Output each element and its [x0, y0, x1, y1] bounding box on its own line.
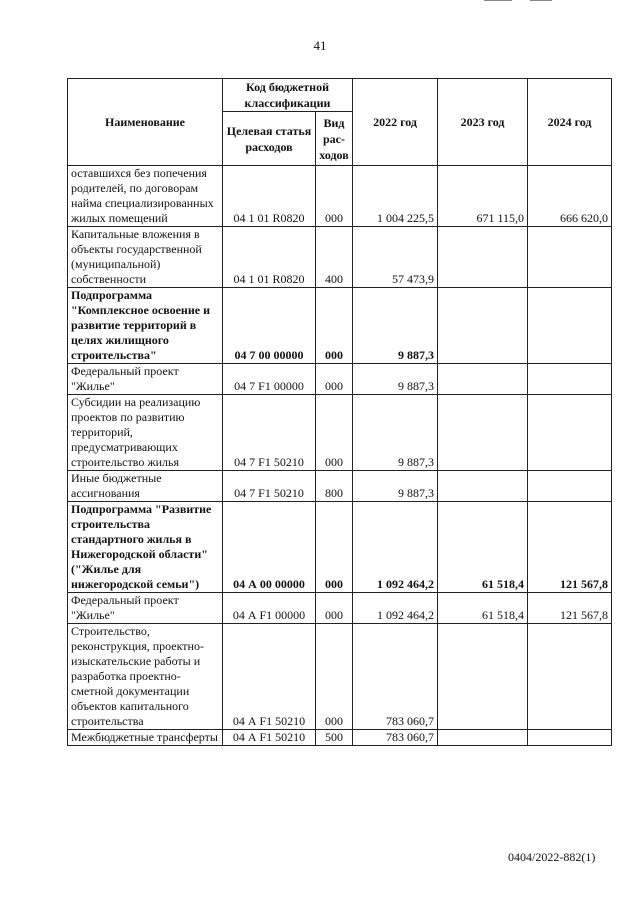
row-2023-cell [438, 471, 528, 502]
row-name-cell: Строительство, реконструкция, проектно-изыскательские работы и разработка проектно-сметной документации объектов капитального строительства [68, 624, 223, 730]
table-row [68, 502, 612, 593]
table-row [68, 471, 612, 502]
row-type-cell: 000 [316, 593, 353, 624]
row-type-cell: 800 [316, 471, 353, 502]
row-2023-cell [438, 227, 528, 288]
row-2024-cell [528, 471, 612, 502]
header-expense-type: Вид рас-ходов [316, 112, 353, 166]
row-target-cell: 04 А 00 00000 [223, 502, 316, 593]
row-name-cell: Капитальные вложения в объекты государственной (муниципальной) собственности [68, 227, 223, 288]
header-2022: 2022 год [353, 79, 438, 166]
row-type-cell: 000 [316, 364, 353, 395]
table-row [68, 730, 612, 746]
row-name-cell: Иные бюджетные ассигнования [68, 471, 223, 502]
scan-mark [484, 0, 512, 1]
row-2022-cell: 1 092 464,2 [353, 502, 438, 593]
row-2024-cell: 121 567,8 [528, 502, 612, 593]
row-2024-cell [528, 364, 612, 395]
row-name-cell: Подпрограмма "Комплексное освоение и развитие территорий в целях жилищного строительства" [68, 288, 223, 364]
row-type-cell: 000 [316, 166, 353, 227]
row-type-cell: 400 [316, 227, 353, 288]
row-2024-cell: 121 567,8 [528, 593, 612, 624]
row-2022-cell: 9 887,3 [353, 395, 438, 471]
table-row [68, 166, 612, 227]
row-target-cell: 04 1 01 R0820 [223, 166, 316, 227]
row-type-cell: 000 [316, 288, 353, 364]
table-row [68, 395, 612, 471]
row-target-cell: 04 7 00 00000 [223, 288, 316, 364]
row-name-cell: Субсидии на реализацию проектов по развитию территорий, предусматривающих строительство жилья [68, 395, 223, 471]
row-2023-cell [438, 288, 528, 364]
header-target-article: Целевая статья расходов [223, 112, 316, 166]
row-2024-cell: 666 620,0 [528, 166, 612, 227]
row-target-cell: 04 А F1 50210 [223, 624, 316, 730]
row-target-cell: 04 7 F1 50210 [223, 471, 316, 502]
row-target-cell: 04 7 F1 50210 [223, 395, 316, 471]
row-2023-cell [438, 730, 528, 746]
row-2023-cell [438, 364, 528, 395]
row-target-cell: 04 А F1 00000 [223, 593, 316, 624]
header-2023: 2023 год [438, 79, 528, 166]
row-2022-cell: 783 060,7 [353, 730, 438, 746]
row-2024-cell [528, 227, 612, 288]
row-target-cell: 04 1 01 R0820 [223, 227, 316, 288]
row-2023-cell: 671 115,0 [438, 166, 528, 227]
page-number: 41 [313, 38, 327, 53]
row-2022-cell: 9 887,3 [353, 471, 438, 502]
row-target-cell: 04 А F1 50210 [223, 730, 316, 746]
table-row [68, 624, 612, 730]
row-2022-cell: 1 004 225,5 [353, 166, 438, 227]
row-type-cell: 000 [316, 395, 353, 471]
row-2023-cell: 61 518,4 [438, 593, 528, 624]
document-number: 0404/2022-882(1) [508, 850, 596, 864]
row-2023-cell [438, 395, 528, 471]
budget-table [67, 78, 612, 746]
row-2024-cell [528, 624, 612, 730]
table-row [68, 364, 612, 395]
row-target-cell: 04 7 F1 00000 [223, 364, 316, 395]
header-name: Наименование [68, 79, 223, 166]
row-2022-cell: 1 092 464,2 [353, 593, 438, 624]
header-classification: Код бюджетной классификации [223, 79, 353, 112]
row-name-cell: Федеральный проект "Жилье" [68, 593, 223, 624]
table-row [68, 227, 612, 288]
row-2022-cell: 783 060,7 [353, 624, 438, 730]
table-row [68, 288, 612, 364]
row-2024-cell [528, 288, 612, 364]
row-name-cell: Федеральный проект "Жилье" [68, 364, 223, 395]
header-2024: 2024 год [528, 79, 612, 166]
row-name-cell: Подпрограмма "Развитие строительства стандартного жилья в Нижегородской области" ("Жилье для нижегородской семьи") [68, 502, 223, 593]
row-2022-cell: 9 887,3 [353, 364, 438, 395]
row-type-cell: 000 [316, 624, 353, 730]
row-2022-cell: 9 887,3 [353, 288, 438, 364]
row-name-cell: оставшихся без попечения родителей, по договорам найма специализированных жилых помещений [68, 166, 223, 227]
row-name-cell: Межбюджетные трансферты [68, 730, 223, 746]
table-row [68, 593, 612, 624]
row-2023-cell [438, 624, 528, 730]
row-2024-cell [528, 395, 612, 471]
row-type-cell: 500 [316, 730, 353, 746]
scan-mark [530, 0, 552, 1]
row-2022-cell: 57 473,9 [353, 227, 438, 288]
row-2024-cell [528, 730, 612, 746]
row-2023-cell: 61 518,4 [438, 502, 528, 593]
row-type-cell: 000 [316, 502, 353, 593]
